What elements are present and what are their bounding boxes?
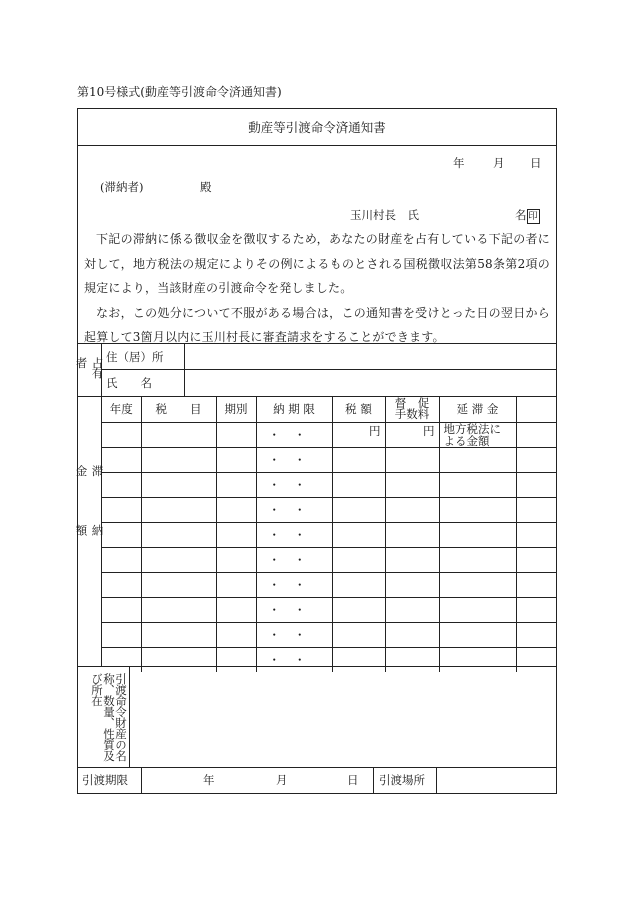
header-due-date: 納 期 限 (256, 397, 332, 422)
due-date-dots: ・・ (256, 622, 332, 647)
notice-form (74, 108, 557, 794)
occupant-address-row (102, 344, 556, 370)
header-late-fee: 延 滞 金 (439, 397, 516, 422)
date-day: 日 (530, 156, 542, 170)
tax-table (102, 397, 556, 672)
occupant-side-label: 占有者 (74, 357, 105, 378)
delivery-section (78, 768, 556, 793)
due-date-dots: ・・ (256, 522, 332, 547)
due-date-dots: ・・ (256, 447, 332, 472)
issuer: 玉川村長 氏 (350, 208, 419, 222)
due-date-dots: ・・ (256, 497, 332, 522)
header-year: 年度 (102, 397, 141, 422)
table-row (102, 472, 556, 497)
tax-table-header (102, 397, 556, 422)
delivery-year: 年 (203, 773, 215, 787)
tax-amount-unit: 円 (332, 422, 385, 447)
header-demand-fee: 督 促 手数料 (385, 397, 439, 422)
demand-fee-unit: 円 (385, 422, 439, 447)
notice-title: 動産等引渡命令済通知書 (78, 109, 556, 146)
due-date-dots: ・・ (256, 597, 332, 622)
header-blank (516, 397, 556, 422)
delivery-date-cell (142, 768, 374, 793)
notice-paragraph-2: なお，この処分について不服がある場合は，この通知書を受けとった日の翌日から起算して3箇月以内に玉川村長に審査請求をすることができます。 (84, 305, 550, 344)
due-date-dots: ・・ (256, 472, 332, 497)
property-label: 引渡命令財産の名称、数量、性質及び所在 (90, 673, 128, 761)
delivery-day: 日 (347, 773, 359, 787)
table-row (102, 547, 556, 572)
property-section (78, 667, 556, 768)
table-row (102, 597, 556, 622)
occupant-name-label: 氏 名 (102, 370, 185, 396)
delivery-month: 月 (276, 773, 288, 787)
addressee-label: (滞納者) (100, 180, 144, 194)
due-date-dots: ・・ (256, 647, 332, 672)
table-row (102, 522, 556, 547)
header-tax-item: 税 目 (141, 397, 216, 422)
due-date-dots: ・・ (256, 547, 332, 572)
table-row (102, 447, 556, 472)
seal-mark: 印 (528, 210, 538, 222)
occupant-name-row (102, 370, 556, 396)
header-period: 期別 (216, 397, 256, 422)
occupant-section (74, 344, 556, 397)
delivery-place-label: 引渡場所 (374, 768, 437, 793)
date-year: 年 (453, 156, 465, 170)
due-date-dots: ・・ (256, 572, 332, 597)
form-label: 第10号様式(動産等引渡命令済通知書) (77, 85, 282, 99)
table-row (102, 622, 556, 647)
tax-side-label: 滞納金額 (74, 464, 105, 584)
notice-body (84, 227, 550, 350)
tax-section (74, 396, 556, 667)
table-row (102, 572, 556, 597)
due-date-dots: ・・ (256, 422, 332, 447)
table-row (102, 422, 556, 447)
notice-paragraph-1: 下記の滞納に係る徴収金を徴収するため，あなたの財産を占有している下記の者に対して，地方税法の規定によりその例によるものとされる国税徴収法第58条第2項の規定により，当該財産の引渡命令を発しました。 (84, 232, 550, 295)
table-row (102, 497, 556, 522)
date-month: 月 (493, 156, 505, 170)
property-label-cell (78, 667, 130, 767)
delivery-period-label: 引渡期限 (78, 768, 142, 793)
occupant-address-label: 住（居）所 (102, 344, 185, 369)
tax-side-label-cell (74, 397, 105, 666)
header-tax-amount: 税 額 (332, 397, 385, 422)
occupant-side-label-cell (74, 344, 105, 396)
late-fee-note: 地方税法に よる金額 (439, 422, 516, 447)
honorific: 殿 (200, 180, 212, 194)
notice-section (78, 109, 556, 344)
issuer-name-mark: 名 印 (515, 208, 538, 222)
